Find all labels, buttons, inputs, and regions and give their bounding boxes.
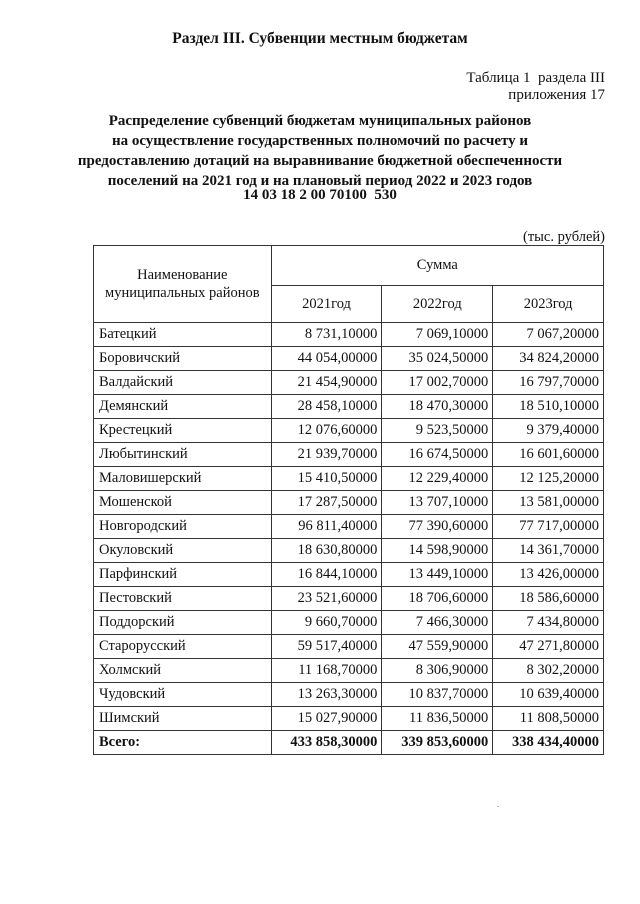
amount-2023: 47 271,80000 xyxy=(493,635,604,659)
district-name: Чудовский xyxy=(94,683,272,707)
heading-line-4: поселений на 2021 год и на плановый период 2022 и 2023 годов xyxy=(107,173,533,189)
amount-2021: 17 287,50000 xyxy=(271,491,382,515)
district-name: Шимский xyxy=(94,707,272,731)
amount-2022: 9 523,50000 xyxy=(382,419,493,443)
district-name: Боровичский xyxy=(94,347,272,371)
table-body xyxy=(94,323,604,731)
district-name: Крестецкий xyxy=(94,419,272,443)
amount-2021: 21 939,70000 xyxy=(271,443,382,467)
amount-2021: 28 458,10000 xyxy=(271,395,382,419)
amount-2021: 21 454,90000 xyxy=(271,371,382,395)
table-row xyxy=(94,419,604,443)
amount-2022: 13 707,10000 xyxy=(382,491,493,515)
table-row xyxy=(94,347,604,371)
budget-classification-code: 14 03 18 2 00 70100 530 xyxy=(243,187,397,203)
table-row xyxy=(94,539,604,563)
amount-2021: 15 027,90000 xyxy=(271,707,382,731)
district-name: Старорусский xyxy=(94,635,272,659)
amount-2022: 12 229,40000 xyxy=(382,467,493,491)
table-row xyxy=(94,323,604,347)
district-name: Валдайский xyxy=(94,371,272,395)
amount-2023: 18 586,60000 xyxy=(493,587,604,611)
amount-2022: 13 449,10000 xyxy=(382,563,493,587)
amount-2023: 9 379,40000 xyxy=(493,419,604,443)
amount-2022: 7 069,10000 xyxy=(382,323,493,347)
heading-line-2: на осуществление государственных полномочий по расчету и xyxy=(111,133,529,149)
heading-line-1: Распределение субвенций бюджетам муниципальных районов xyxy=(108,113,532,129)
amount-2021: 11 168,70000 xyxy=(271,659,382,683)
amount-2021: 9 660,70000 xyxy=(271,611,382,635)
amount-2023: 34 824,20000 xyxy=(493,347,604,371)
amount-2022: 17 002,70000 xyxy=(382,371,493,395)
amount-2023: 12 125,20000 xyxy=(493,467,604,491)
amount-2021: 16 844,10000 xyxy=(271,563,382,587)
amount-2022: 14 598,90000 xyxy=(382,539,493,563)
district-name: Пестовский xyxy=(94,587,272,611)
scan-speck xyxy=(497,806,499,807)
table-row xyxy=(94,515,604,539)
table-row xyxy=(94,611,604,635)
amount-2022: 35 024,50000 xyxy=(382,347,493,371)
amount-2022: 16 674,50000 xyxy=(382,443,493,467)
amount-2021: 23 521,60000 xyxy=(271,587,382,611)
amount-2022: 8 306,90000 xyxy=(382,659,493,683)
amount-2023: 11 808,50000 xyxy=(493,707,604,731)
amount-2023: 13 426,00000 xyxy=(493,563,604,587)
amount-2022: 77 390,60000 xyxy=(382,515,493,539)
table-row xyxy=(94,659,604,683)
amount-2023: 13 581,00000 xyxy=(493,491,604,515)
table-row xyxy=(94,683,604,707)
column-header-district: Наименование муниципальных районов xyxy=(94,246,272,323)
table-reference-line-2: приложения 17 xyxy=(508,87,605,103)
amount-2022: 10 837,70000 xyxy=(382,683,493,707)
heading-line-3: предоставлению дотаций на выравнивание бюджетной обеспеченности xyxy=(77,153,563,169)
total-row xyxy=(94,731,604,755)
total-2023: 338 434,40000 xyxy=(493,731,604,755)
column-header-year-2023: 2023год xyxy=(493,286,604,323)
table-row xyxy=(94,707,604,731)
amount-2021: 59 517,40000 xyxy=(271,635,382,659)
amount-2023: 18 510,10000 xyxy=(493,395,604,419)
district-name: Любытинский xyxy=(94,443,272,467)
table-reference xyxy=(466,70,605,104)
column-header-year-2021: 2021год xyxy=(271,286,382,323)
table-row xyxy=(94,371,604,395)
amount-2023: 7 434,80000 xyxy=(493,611,604,635)
table-row xyxy=(94,491,604,515)
section-title: Раздел III. Субвенции местным бюджетам xyxy=(172,30,468,47)
total-2022: 339 853,60000 xyxy=(382,731,493,755)
amount-2021: 15 410,50000 xyxy=(271,467,382,491)
document-heading xyxy=(0,111,640,191)
amount-2021: 8 731,10000 xyxy=(271,323,382,347)
district-name: Мошенской xyxy=(94,491,272,515)
district-name: Батецкий xyxy=(94,323,272,347)
district-name: Демянский xyxy=(94,395,272,419)
units-label: (тыс. рублей) xyxy=(523,229,605,245)
table-row xyxy=(94,467,604,491)
total-2021: 433 858,30000 xyxy=(271,731,382,755)
amount-2023: 8 302,20000 xyxy=(493,659,604,683)
district-name: Новгородский xyxy=(94,515,272,539)
amount-2021: 44 054,00000 xyxy=(271,347,382,371)
total-label: Всего: xyxy=(94,731,272,755)
amount-2021: 18 630,80000 xyxy=(271,539,382,563)
amount-2022: 18 470,30000 xyxy=(382,395,493,419)
amount-2023: 7 067,20000 xyxy=(493,323,604,347)
amount-2023: 16 601,60000 xyxy=(493,443,604,467)
district-name: Маловишерский xyxy=(94,467,272,491)
column-header-year-2022: 2022год xyxy=(382,286,493,323)
amount-2022: 18 706,60000 xyxy=(382,587,493,611)
table-reference-line-1: Таблица 1 раздела III xyxy=(466,70,605,86)
table-row xyxy=(94,443,604,467)
table-row xyxy=(94,395,604,419)
amount-2021: 96 811,40000 xyxy=(271,515,382,539)
district-name: Парфинский xyxy=(94,563,272,587)
amount-2023: 10 639,40000 xyxy=(493,683,604,707)
amount-2022: 47 559,90000 xyxy=(382,635,493,659)
amount-2023: 77 717,00000 xyxy=(493,515,604,539)
amount-2023: 14 361,70000 xyxy=(493,539,604,563)
subventions-table xyxy=(93,245,604,755)
amount-2023: 16 797,70000 xyxy=(493,371,604,395)
amount-2021: 13 263,30000 xyxy=(271,683,382,707)
table-row xyxy=(94,635,604,659)
amount-2021: 12 076,60000 xyxy=(271,419,382,443)
amount-2022: 11 836,50000 xyxy=(382,707,493,731)
district-name: Холмский xyxy=(94,659,272,683)
table-row xyxy=(94,587,604,611)
table-row xyxy=(94,563,604,587)
district-name: Окуловский xyxy=(94,539,272,563)
amount-2022: 7 466,30000 xyxy=(382,611,493,635)
column-header-sum: Сумма xyxy=(271,246,603,286)
district-name: Поддорский xyxy=(94,611,272,635)
